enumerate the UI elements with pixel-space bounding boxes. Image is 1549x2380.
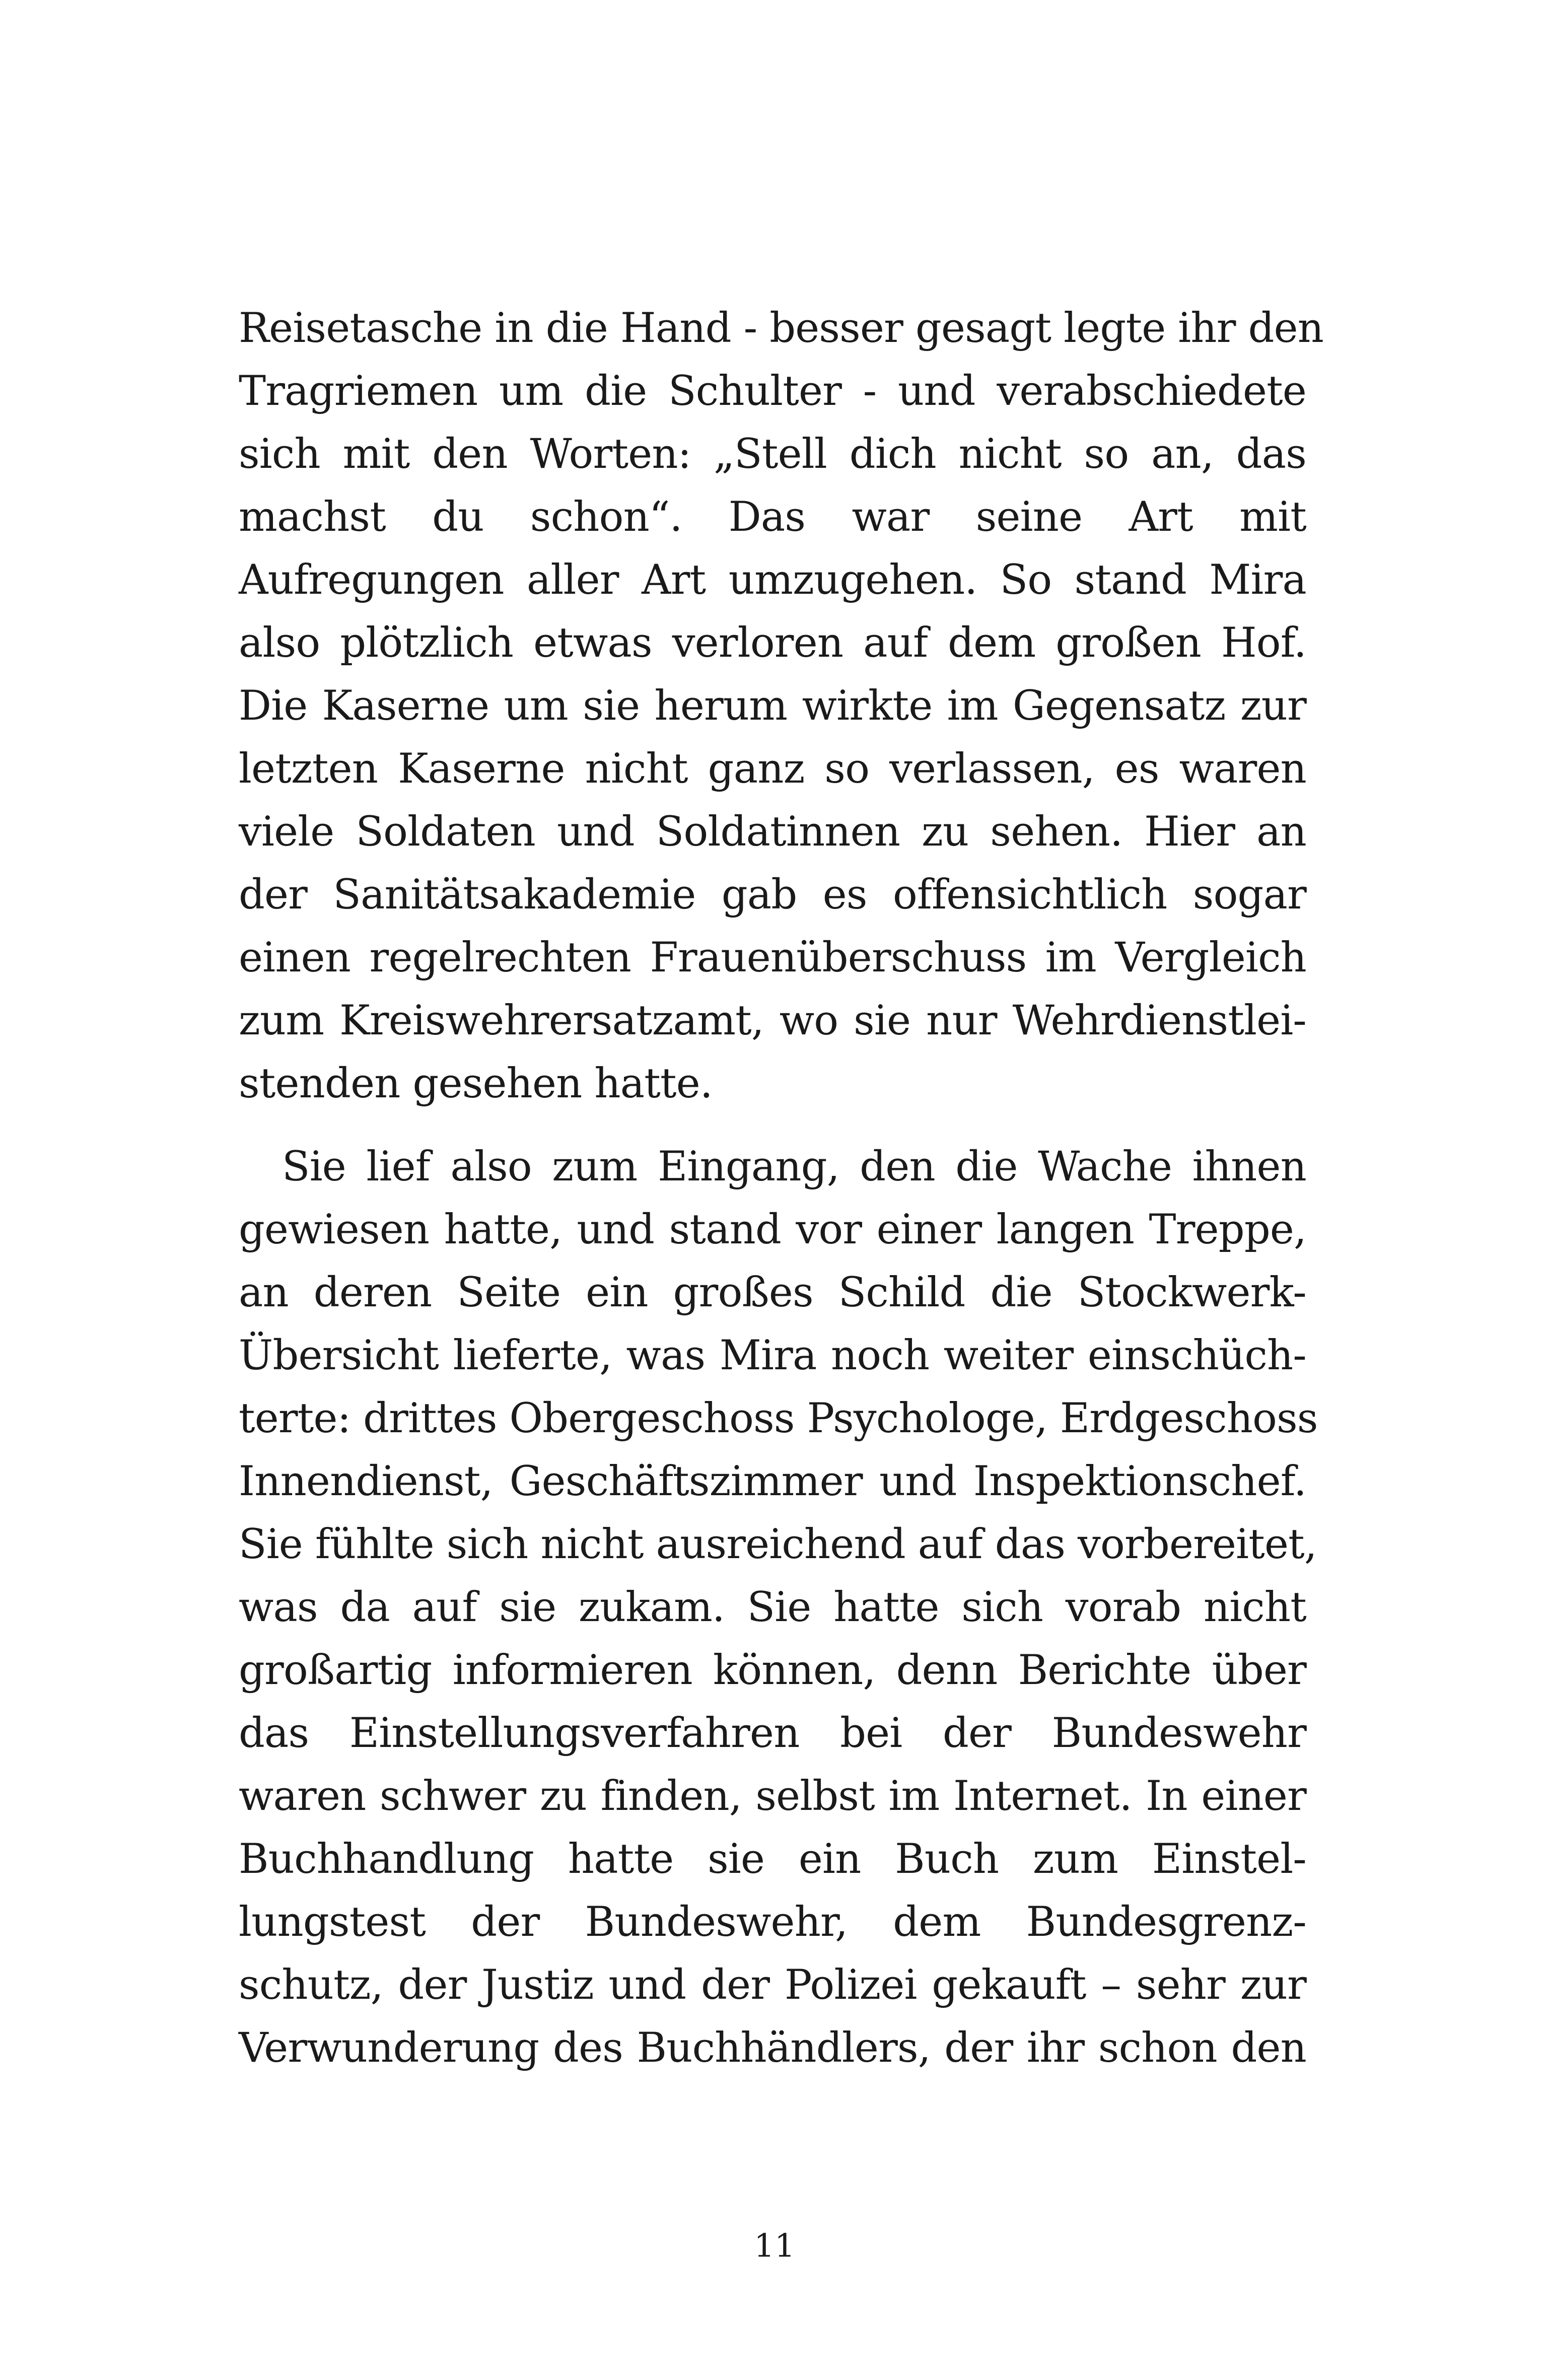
paragraph-gap (239, 1115, 1306, 1136)
text-line: stenden gesehen hatte. (239, 1060, 713, 1107)
text-line: Innendienst, Geschäftszimmer und Inspektionschef. (239, 1458, 1306, 1505)
text-line: gewiesen hatte, und stand vor einer langen Treppe, (239, 1206, 1306, 1253)
text-line: das Einstellungsverfahren bei der Bundeswehr (239, 1710, 1306, 1757)
paragraph-2 (239, 1136, 1318, 2080)
text-line: zum Kreiswehrersatzamt, wo sie nur Wehrdienstlei- (239, 997, 1306, 1044)
text-line: waren schwer zu finden, selbst im Internet. In einer (239, 1773, 1306, 1820)
text-line: großartig informieren können, denn Berichte über (239, 1647, 1306, 1694)
text-line: lungstest der Bundeswehr, dem Bundesgrenz- (239, 1899, 1306, 1946)
text-line: was da auf sie zukam. Sie hatte sich vorab nicht (239, 1584, 1306, 1631)
text-line: Übersicht lieferte, was Mira noch weiter einschüch- (239, 1332, 1306, 1379)
paragraph-1 (239, 297, 1324, 1115)
text-line: Tragriemen um die Schulter - und verabschiedete (239, 368, 1306, 415)
text-line: Die Kaserne um sie herum wirkte im Gegensatz zur (239, 682, 1306, 730)
text-line: sich mit den Worten: „Stell dich nicht so an, das (239, 431, 1306, 478)
text-line: einen regelrechten Frauenüberschuss im Vergleich (239, 934, 1306, 982)
text-line: Sie lief also zum Eingang, den die Wache ihnen (282, 1143, 1306, 1191)
text-line: viele Soldaten und Soldatinnen zu sehen. Hier an (239, 808, 1306, 856)
body-text (239, 297, 1324, 2080)
text-line: an deren Seite ein großes Schild die Stockwerk- (239, 1269, 1306, 1316)
text-line: Aufregungen aller Art umzugehen. So stand Mira (239, 556, 1306, 604)
text-line: also plötzlich etwas verloren auf dem großen Hof. (239, 619, 1306, 667)
text-line: machst du schon“. Das war seine Art mit (239, 494, 1306, 541)
page-number: 11 (754, 2227, 795, 2265)
text-line: Reisetasche in die Hand - besser gesagt legte ihr den (239, 305, 1324, 352)
text-line: letzten Kaserne nicht ganz so verlassen, es waren (239, 745, 1306, 793)
text-line: Sie fühlte sich nicht ausreichend auf das vorbereitet, (239, 1521, 1317, 1568)
text-line: Buchhandlung hatte sie ein Buch zum Einstel- (239, 1836, 1306, 1883)
text-line: der Sanitätsakademie gab es offensichtlich sogar (239, 871, 1306, 919)
text-line: Verwunderung des Buchhändlers, der ihr schon den (239, 2024, 1306, 2072)
text-line: terte: drittes Obergeschoss Psychologe, Erdgeschoss (239, 1395, 1318, 1442)
text-line: schutz, der Justiz und der Polizei gekauft – sehr zur (239, 1962, 1306, 2009)
